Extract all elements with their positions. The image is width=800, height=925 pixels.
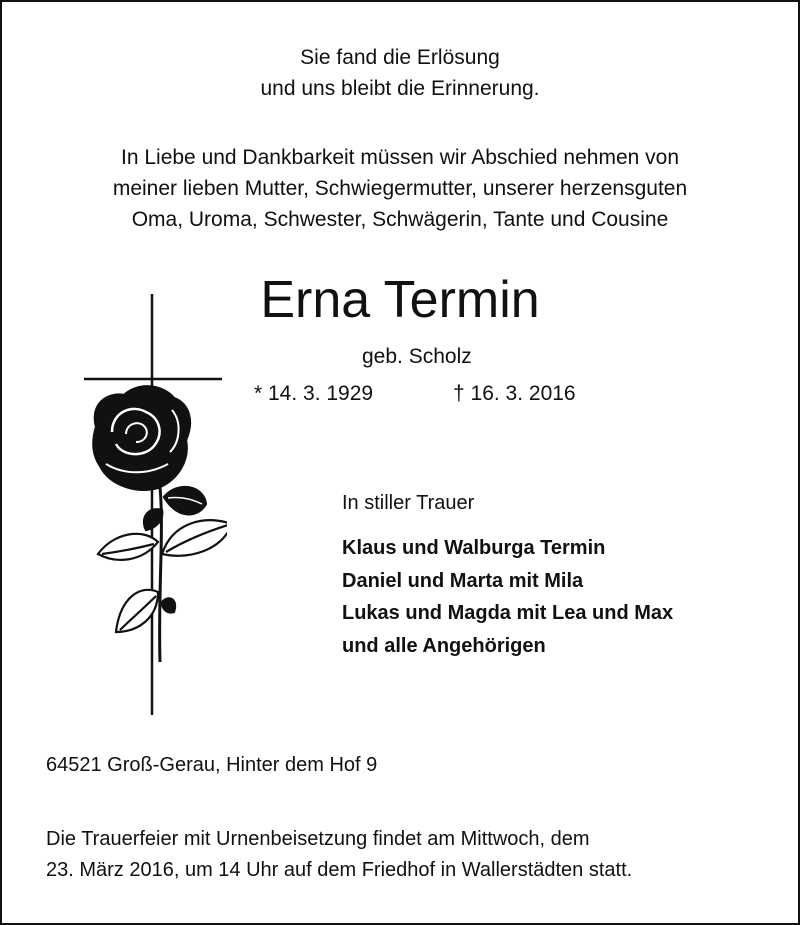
mourner-line: Daniel und Marta mit Mila	[342, 569, 584, 592]
quote	[2, 42, 798, 104]
cross-rose-emblem	[82, 292, 227, 717]
intro-line-1: In Liebe und Dankbarkeit müssen wir Abschied nehmen von	[121, 146, 679, 169]
address: 64521 Groß-Gerau, Hinter dem Hof 9	[46, 754, 378, 776]
mourner-line: Lukas und Magda mit Lea und Max	[342, 602, 674, 624]
intro-text	[2, 142, 798, 235]
ceremony-line-1: Die Trauerfeier mit Urnenbeisetzung findet am Mittwoch, dem	[46, 828, 590, 850]
intro-line-2: meiner lieben Mutter, Schwiegermutter, unserer herzensguten	[112, 177, 688, 200]
quote-line-1: Sie fand die Erlösung	[300, 46, 500, 69]
mourners-list	[342, 532, 673, 662]
mourner-line: und alle Angehörigen	[342, 634, 546, 657]
maiden-name: geb. Scholz	[362, 345, 472, 368]
rose-icon	[93, 386, 227, 662]
ceremony-info	[46, 824, 632, 886]
ceremony-line-2: 23. März 2016, um 14 Uhr auf dem Friedhof in Wallerstädten statt.	[46, 859, 633, 881]
mourner-line: Klaus und Walburga Termin	[342, 537, 606, 559]
death-date: † 16. 3. 2016	[453, 382, 576, 405]
deceased-name: Erna Termin	[260, 271, 540, 329]
quote-line-2: und uns bleibt die Erinnerung.	[260, 77, 540, 100]
mourning-heading: In stiller Trauer	[342, 492, 475, 514]
intro-line-3: Oma, Uroma, Schwester, Schwägerin, Tante und Cousine	[131, 208, 669, 231]
birth-date: * 14. 3. 1929	[254, 382, 374, 405]
